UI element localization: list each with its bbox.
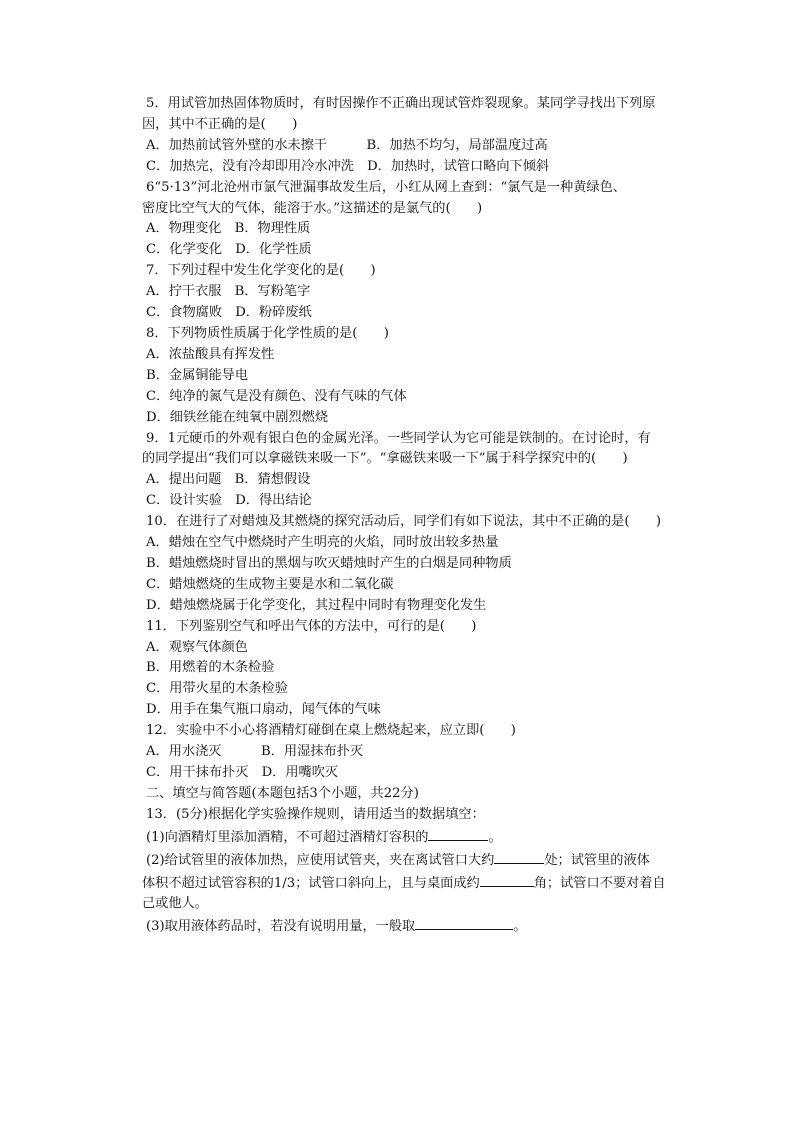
q13-part2-line2 <box>142 872 682 895</box>
q13-blank-3[interactable] <box>480 872 534 887</box>
q5-stem-line1: 5．用试管加热固体物质时，有时因操作不正确出现试管炸裂现象。某同学寻找出下列原 <box>146 96 656 111</box>
q10-option-d: D．蜡烛燃烧属于化学变化，其过程中同时有物理变化发生 <box>146 597 487 613</box>
q13-part2-line2-end: 角；试管口不要对着自 <box>533 875 666 891</box>
q13-part1-text: (1)向酒精灯里添加酒精，不可超过酒精灯容积的 <box>146 829 429 845</box>
q5-stem-line2: 因，其中不正确的是( ) <box>142 116 298 132</box>
q9-stem-line1: 9．1元硬币的外观有银白色的金属光泽。一些同学认为它可能是铁制的。在讨论时，有 <box>146 430 651 446</box>
q7-stem: 7．下列过程中发生化学变化的是( ) <box>146 263 376 279</box>
q6-options-cd: C．化学变化 D．化学性质 <box>146 242 312 258</box>
q13-part1 <box>142 826 682 849</box>
q13-blank-1[interactable] <box>428 826 488 841</box>
q10-option-c: C．蜡烛燃烧的生成物主要是水和二氧化碳 <box>146 576 394 592</box>
q11-option-a: A．观察气体颜色 <box>146 639 248 655</box>
q13-part2-mid: 处；试管里的液体 <box>544 852 650 868</box>
q7-options-ab: A．拧干衣服 B．写粉笔字 <box>146 284 311 300</box>
q13-blank-2[interactable] <box>494 849 544 864</box>
q13-part2-line3: 己或他人。 <box>142 896 208 912</box>
q13-part3-text: (3)取用液体药品时，若没有说明用量，一般取 <box>146 919 416 935</box>
q9-options-ab: A．提出问题 B．猜想假设 <box>146 472 311 488</box>
q13-part2-text: (2)给试管里的液体加热，应使用试管夹，夹在离试管口大约 <box>146 852 495 868</box>
q13-part3 <box>142 915 682 938</box>
q5-options-ab: A．加热前试管外壁的水未擦干 B．加热不均匀，局部温度过高 <box>146 137 548 153</box>
q8-option-b: B．金属铜能导电 <box>146 367 249 383</box>
q13-stem: 13．(5分)根据化学实验操作规则，请用适当的数据填空： <box>146 806 485 822</box>
q12-options-ab: A．用水浇灭 B．用湿抹布扑灭 <box>146 744 364 760</box>
q13-part2-line1 <box>142 849 682 872</box>
q13-blank-4[interactable] <box>415 915 513 930</box>
q10-option-a: A．蜡烛在空气中燃烧时产生明亮的火焰，同时放出较多热量 <box>146 535 499 551</box>
q13-part3-end: 。 <box>513 919 527 935</box>
q11-option-c: C．用带火星的木条检验 <box>146 681 288 697</box>
q8-option-a: A．浓盐酸具有挥发性 <box>146 346 275 362</box>
q6-options-ab: A．物理变化 B．物理性质 <box>146 221 311 237</box>
q9-stem-line2: 的同学提出“我们可以拿磁铁来吸一下”。“拿磁铁来吸一下”属于科学探究中的( ) <box>142 451 628 467</box>
document-page <box>142 94 682 938</box>
q5-options-cd: C．加热完，没有冷却即用冷水冲洗 D．加热时，试管口略向下倾斜 <box>146 158 550 174</box>
q9-options-cd: C．设计实验 D．得出结论 <box>146 493 312 509</box>
q11-option-b: B．用燃着的木条检验 <box>146 660 275 676</box>
q10-stem: 10．在进行了对蜡烛及其燃烧的探究活动后，同学们有如下说法，其中不正确的是( ) <box>146 514 662 530</box>
q6-stem-line1: 6“5·13”河北沧州市氯气泄漏事故发生后，小红从网上查到：“氯气是一种黄绿色、 <box>146 179 626 195</box>
q13-part1-end: 。 <box>488 829 502 845</box>
q11-option-d: D．用手在集气瓶口扇动，闻气体的气味 <box>146 702 381 718</box>
q8-option-c: C．纯净的氮气是没有颜色、没有气味的气体 <box>146 388 407 404</box>
q12-stem: 12．实验中不小心将酒精灯碰倒在桌上燃烧起来，应立即( ) <box>146 723 516 739</box>
q8-stem: 8．下列物质性质属于化学性质的是( ) <box>146 325 389 341</box>
section-heading: 二、填空与简答题(本题包括3个小题，共22分) <box>146 785 419 801</box>
q7-options-cd: C．食物腐败 D．粉碎废纸 <box>146 305 312 321</box>
q12-options-cd: C．用干抹布扑灭 D．用嘴吹灭 <box>146 765 339 780</box>
q10-option-b: B．蜡烛燃烧时冒出的黑烟与吹灭蜡烛时产生的白烟是同种物质 <box>146 555 512 571</box>
q11-stem: 11．下列鉴别空气和呼出气体的方法中，可行的是( ) <box>146 618 477 634</box>
q8-option-d: D．细铁丝能在纯氧中剧烈燃烧 <box>146 409 329 425</box>
q13-part2-line2-text: 体积不超过试管容积的1/3；试管口斜向上，且与桌面成约 <box>142 875 480 891</box>
q6-stem-line2: 密度比空气大的气体，能溶于水。”这描述的是氯气的( ) <box>142 200 483 216</box>
